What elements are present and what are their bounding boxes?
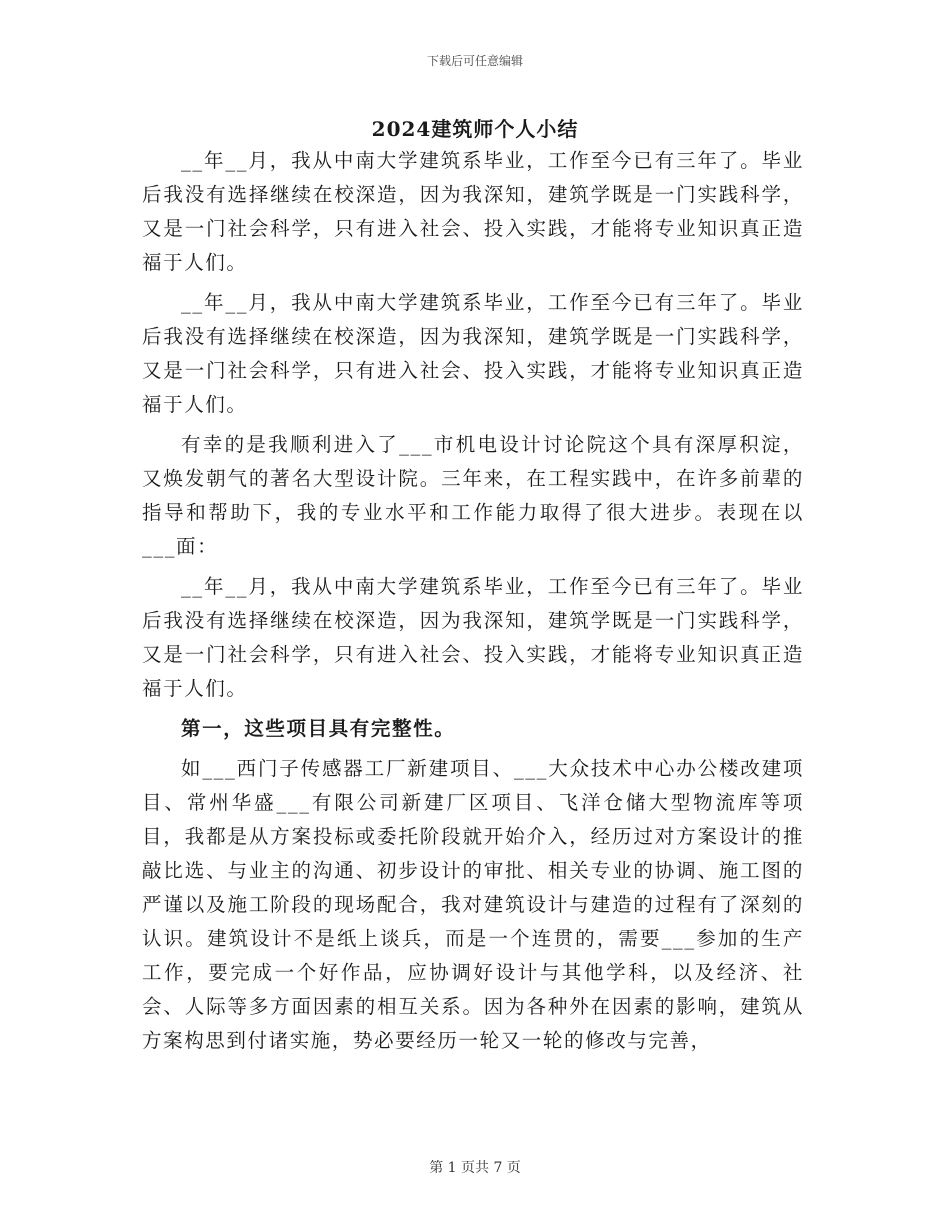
document-body xyxy=(142,144,804,1064)
paragraph-2: __年__月，我从中南大学建筑系毕业，工作至今已有三年了。毕业后我没有选择继续在校深造，因为我深知，建筑学既是一门实践科学，又是一门社会科学，只有进入社会、投入实践，才能将专业知识真正造福于人们。 xyxy=(142,291,804,416)
section-heading: 第一，这些项目具有完整性。 xyxy=(181,717,456,740)
page-number-footer: 第 1 页共 7 页 xyxy=(429,1160,521,1176)
paragraph-1: __年__月，我从中南大学建筑系毕业，工作至今已有三年了。毕业后我没有选择继续在校深造，因为我深知，建筑学既是一门实践科学，又是一门社会科学，只有进入社会、投入实践，才能将专业知识真正造福于人们。 xyxy=(142,149,804,274)
paragraph-3: 有幸的是我顺利进入了___市机电设计讨论院这个具有深厚积淀，又焕发朝气的著名大型设计院。三年来，在工程实践中，在许多前辈的指导和帮助下，我的专业水平和工作能力取得了很大进步。表现在以___面： xyxy=(142,433,804,558)
document-title: 2024建筑师个人小结 xyxy=(371,117,579,141)
header-note: 下载后可任意编辑 xyxy=(426,54,523,68)
paragraph-4: __年__月，我从中南大学建筑系毕业，工作至今已有三年了。毕业后我没有选择继续在校深造，因为我深知，建筑学既是一门实践科学，又是一门社会科学，只有进入社会、投入实践，才能将专业知识真正造福于人们。 xyxy=(142,575,804,700)
paragraph-5: 如___西门子传感器工厂新建项目、___大众技术中心办公楼改建项目、常州华盛___有限公司新建厂区项目、飞洋仓储大型物流库等项目，我都是从方案投标或委托阶段就开始介入，经历过对方案设计的推敲比选、与业主的沟通、初步设计的审批、相关专业的协调、施工图的严谨以及施工阶段的现场配合，我对建筑设计与建造的过程有了深刻的认识。建筑设计不是纸上谈兵，而是一个连贯的，需要___参加的生产工作，要完成一个好作品，应协调好设计与其他学科，以及经济、社会、人际等多方面因素的相互关系。因为各种外在因素的影响，建筑从方案构思到付诸实施，势必要经历一轮又一轮的修改与完善， xyxy=(142,757,804,1052)
